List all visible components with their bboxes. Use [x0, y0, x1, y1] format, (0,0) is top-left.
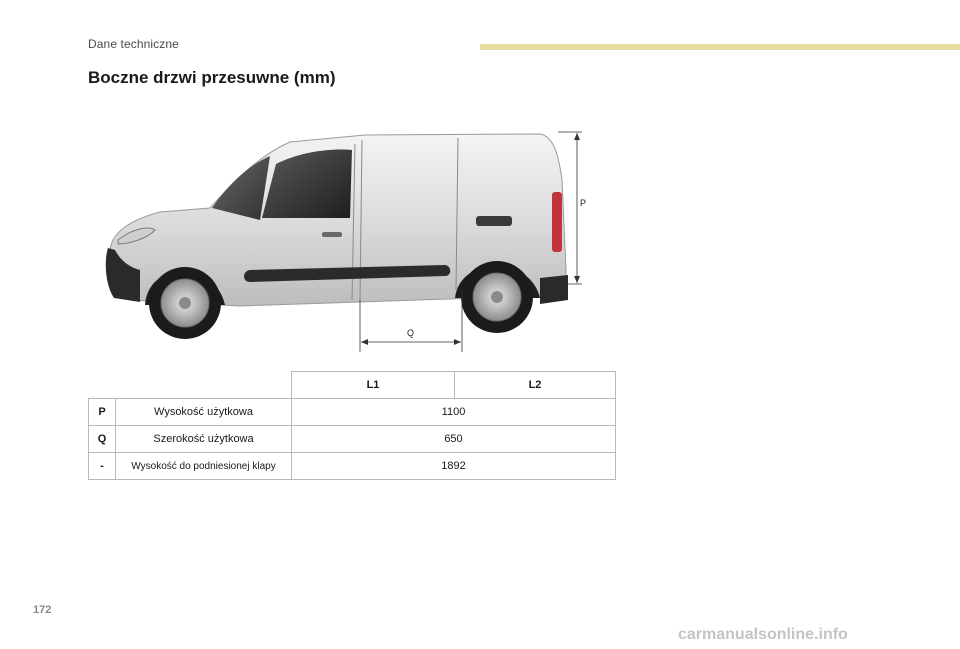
table-row — [89, 426, 616, 453]
row-value: 1892 — [292, 453, 616, 480]
header-accent-bar — [480, 44, 960, 50]
table-row — [89, 453, 616, 480]
rear-light — [552, 192, 562, 252]
row-code: P — [89, 399, 116, 426]
row-label: Szerokość użytkowa — [116, 426, 292, 453]
rear-wheel — [461, 261, 533, 333]
page-title: Boczne drzwi przesuwne (mm) — [88, 68, 336, 87]
dimension-p-label: P — [580, 198, 587, 208]
front-wheel — [149, 267, 221, 339]
watermark: carmanualsonline.info — [678, 626, 848, 643]
row-label: Wysokość do podniesionej klapy — [116, 453, 292, 480]
fuel-flap — [476, 216, 512, 226]
table-header-row — [89, 372, 616, 399]
van-side-illustration — [100, 120, 600, 360]
dimension-q-arrow-left — [361, 339, 368, 345]
row-label: Wysokość użytkowa — [116, 399, 292, 426]
row-value: 1100 — [292, 399, 616, 426]
dimension-p-arrow-bottom — [574, 276, 580, 283]
rear-bumper — [540, 275, 568, 304]
column-header-l2: L2 — [455, 372, 616, 399]
row-value: 650 — [292, 426, 616, 453]
dimension-q-arrow-right — [454, 339, 461, 345]
page-number: 172 — [33, 604, 52, 616]
dimension-p-arrow-top — [574, 133, 580, 140]
row-code: - — [89, 453, 116, 480]
row-code: Q — [89, 426, 116, 453]
section-label: Dane techniczne — [88, 37, 179, 51]
dimension-q-label: Q — [407, 328, 415, 338]
front-door-handle — [322, 232, 342, 237]
table-header-empty — [89, 372, 292, 399]
spec-table — [88, 371, 616, 480]
table-row — [89, 399, 616, 426]
column-header-l1: L1 — [292, 372, 455, 399]
